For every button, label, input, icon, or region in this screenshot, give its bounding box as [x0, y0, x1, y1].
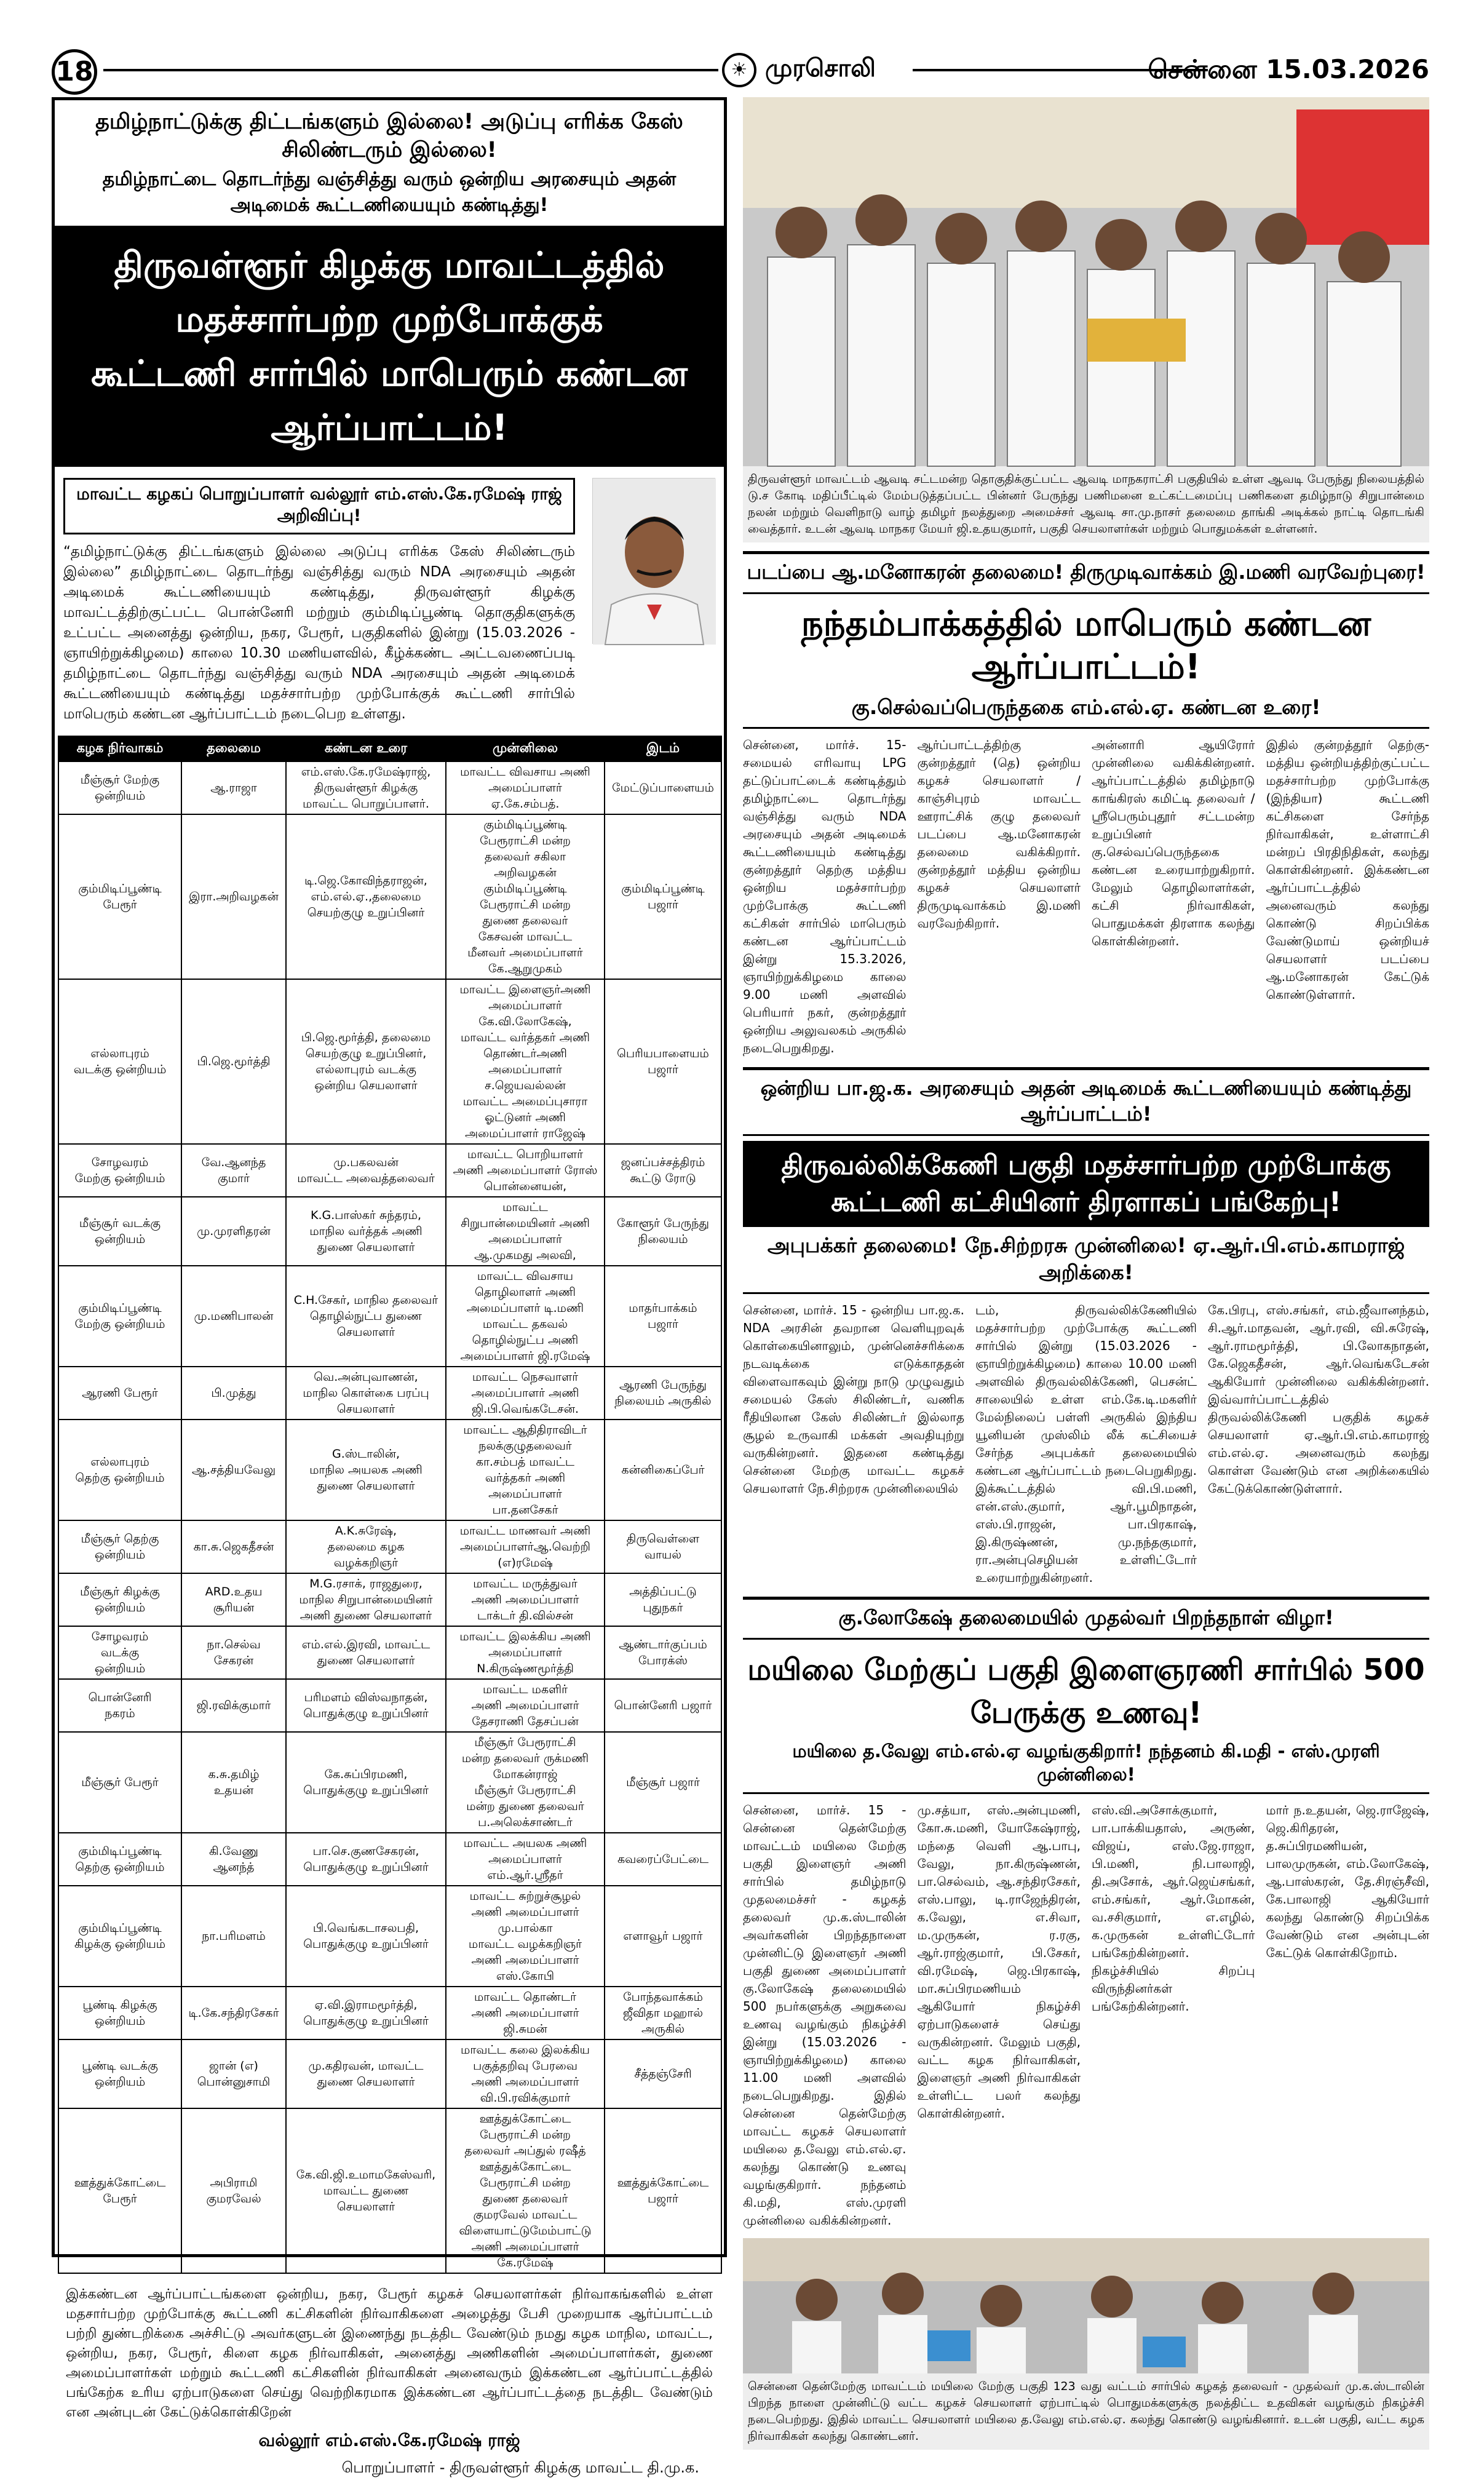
table-cell: மீஞ்சூர் தெற்கு ஒன்றியம்	[58, 1520, 181, 1573]
ad-closing: இக்கண்டன ஆர்ப்பாட்டங்களை ஒன்றிய, நகர, பேரூர் கழகச் செயலாளர்கள் நிர்வாகங்களில் உள்ள மதசார்பற்ற முற்போக்கு கூட்டணி கட்சிகளின் நிர்வாகிகளை அழைத்து பேசி முறையாக ஆர்ப்பாட்டம் பற்றி துண்டறிக்கை அச்சிட்டு அவர்களுடன் இணைந்து நடத்திட வேண்டும் நமது கழக மாநில, மாவட்ட, ஒன்றிய, நகர, பேரூர், கிளை கழக நிர்வாகிகள், அனைத்து அணிகளின் அமைப்பாளர்கள், துணை அமைப்பாளர்கள் மற்றும் கூட்டணி கட்சிகளின் நிர்வாகிகள் அனைவரும் இக்கண்டன ஆர்ப்பாட்டத்தில் பங்கேற்க உரிய ஏற்பாடுகளை செய்து வெற்றிகரமாக இக்கண்டன ஆர்ப்பாட்டத்தை நடத்திட வேண்டும் என அன்புடன் கேட்டுக்கொள்கிறேன்	[66, 2287, 713, 2420]
table-cell: பி.ஜெ.மூர்த்தி, தலைமை செயற்குழு உறுப்பினர், எல்லாபுரம் வடக்கு ஒன்றிய செயலாளர்	[286, 979, 446, 1144]
table-row	[58, 1573, 721, 1626]
table-row	[58, 1197, 721, 1266]
story3-subhead: மயிலை த.வேலு எம்.எல்.ஏ வழங்குகிறார்! நந்தனம் கி.மதி - எஸ்.முரளி முன்னிலை!	[743, 1741, 1429, 1794]
table-row	[58, 1144, 721, 1197]
table-cell: மீஞ்சூர் பேரூராட்சி மன்ற தலைவர் ருக்மணி மோகன்ராஜ் மீஞ்சூர் பேரூராட்சி மன்ற துணை தலைவர் ப.அலெக்சாண்டர்	[446, 1732, 605, 1833]
story1-column: இதில் குன்றத்தூர் தெற்கு-மத்திய ஒன்றியத்திற்குட்பட்ட மதச்சார்பற்ற முற்போக்கு (இந்தியா) கூட்டணி கட்சிகளை சேர்ந்த நிர்வாகிகள், உள்ளாட்சி மன்றப் பிரதிநிதிகள், கலந்து கொள்கின்றனர். இக்கண்டன ஆர்ப்பாட்டத்தில் அனைவரும் கலந்து கொண்டு சிறப்பிக்க வேண்டுமாய் ஒன்றியச் செயலாளர் படப்பை ஆ.மனோகரன் கேட்டுக் கொண்டுள்ளார்.	[1266, 737, 1429, 1002]
story1-headline: நந்தம்பாக்கத்தில் மாபெரும் கண்டன ஆர்ப்பாட்டம்!	[801, 604, 1371, 687]
announcer-line: மாவட்ட கழகப் பொறுப்பாளர் வல்லூர் எம்.எஸ்.கே.ரமேஷ் ராஜ் அறிவிப்பு!	[63, 478, 575, 534]
table-cell: எம்.எஸ்.கே.ரமேஷ்ராஜ், திருவள்ளூர் கிழக்கு மாவட்ட பொறுப்பாளர்.	[286, 761, 446, 814]
story1-column: அன்னாரி ஆயிரோர் முன்னிலை வகிக்கின்றனர். ஆர்ப்பாட்டத்தில் தமிழ்நாடு காங்கிரஸ் கமிட்டி தலைவர் / ஸ்ரீபெரும்புதூர் சட்டமன்ற உறுப்பினர் கு.செல்வப்பெருந்தகை கண்டன உரையாற்றுகிறார். மேலும் தொழிலாளர்கள், கட்சி நிர்வாகிகள், பொதுமக்கள் திரளாக கலந்து கொள்கின்றனர்.	[1092, 737, 1255, 948]
ad-intro-text-block	[55, 478, 584, 725]
table-header-cell: கழக நிர்வாகம்	[58, 736, 181, 761]
table-cell: எல்லாபுரம் தெற்கு ஒன்றியம்	[58, 1420, 181, 1520]
story1-column: சென்னை, மார்ச். 15- சமையல் எரிவாயு LPG தட்டுப்பாட்டைக் கண்டித்தும் தமிழ்நாட்டை தொடர்ந்து வஞ்சித்து வரும் NDA அரசையும் அதன் அடிமைக் கூட்டணியையும் கண்டித்து குன்றத்தூர் தெற்கு மத்திய ஒன்றிய மதச்சார்பற்ற முற்போக்கு கூட்டணி கட்சிகள் சார்பில் மாபெரும் கண்டன ஆர்ப்பாட்டம் இன்று 15.3.2026, ஞாயிற்றுக்கிழமை காலை 9.00 மணி அளவில் பெரியார் நகர், குன்றத்தூர் ஒன்றிய அலுவலகம் அருகில் நடைபெறுகிறது.	[743, 737, 907, 1055]
table-row	[58, 1420, 721, 1520]
story3-body	[743, 1801, 1429, 2230]
story2-column: கே.பிரபு, எஸ்.சங்கர், எம்.ஜீவானந்தம், சி.ஆர்.மாதவன், ஆர்.ரவி, வி.சுரேஷ், ஆர்.ராமமூர்த்தி, பி.லோகநாதன், கே.ஜெகதீசன், ஆர்.வெங்கடேசன் ஆகியோர் முன்னிலை வகிக்கின்றனர். இவ்வார்ப்பாட்டத்தில் திருவல்லிக்கேணி பகுதிக் கழகச் செயலாளர் ஏ.ஆர்.பி.எம்.காமராஜ் எம்.எல்.ஏ. அனைவரும் கலந்து கொள்ள வேண்டும் என அறிக்கையில் கேட்டுக்கொண்டுள்ளார்.	[1208, 1303, 1429, 1496]
table-cell: கும்மிடிப்பூண்டி பேரூர்	[58, 814, 181, 979]
signature-role: பொறுப்பாளர் - திருவள்ளூர் கிழக்கு மாவட்ட தி.மு.க.	[341, 2459, 699, 2476]
story1-column: ஆர்ப்பாட்டத்திற்கு குன்றத்தூர் (தெ) ஒன்றிய கழகச் செயலாளர் / காஞ்சிபுரம் மாவட்ட ஊராட்சிக் குழு தலைவர் படப்பை ஆ.மனோகரன் தலைமை வகிக்கிறார். குன்றத்தூர் மத்திய ஒன்றிய கழகச் செயலாளர் திருமுடிவாக்கம் இ.மணி வரவேற்கிறார்.	[917, 737, 1081, 931]
table-cell: ஜி.ரவிக்குமார்	[181, 1679, 286, 1732]
table-cell: மாவட்ட விவசாய தொழிலாளர் அணி அமைப்பாளர் டி.மணி மாவட்ட தகவல் தொழில்நுட்ப அணி அமைப்பாளர் ஜி.ரமேஷ்	[446, 1266, 605, 1367]
photo-food-distribution-caption: சென்னை தென்மேற்கு மாவட்டம் மயிலை மேற்கு பகுதி 123 வது வட்டம் சார்பில் கழகத் தலைவர் - முதல்வர் மு.க.ஸ்டாலின் பிறந்த நாளை முன்னிட்டு வட்ட கழகச் செயலாளர் ஏற்பாட்டில் பொதுமக்களுக்கு நலத்திட்ட உதவிகள் வழங்கும் நிகழ்ச்சி நடைபெற்றது. இதில் மாவட்ட செயலாளர் மயிலை த.வேலு எம்.எல்.ஏ. கலந்து கொண்டு வழங்கினார். உடன் பகுதி, வட்ட கழக நிர்வாகிகள் கலந்து கொண்டனர்.	[743, 2373, 1429, 2450]
photo-bus-stand-caption: திருவள்ளூர் மாவட்டம் ஆவடி சட்டமன்ற தொகுதிக்குட்பட்ட ஆவடி மாநகராட்சி பகுதியில் உள்ள ஆவடி பேருந்து நிலையத்தில் டு.ச கோடி மதிப்பீட்டில் மேம்படுத்தப்பட்ட பின்னர் பேருந்து பணிமனை உட்கட்டமைப்பு பணிகளை தமிழ்நாடு சிறுபான்மை நலன் மற்றும் வெளிநாடு வாழ் தமிழர் நலத்துறை அமைச்சர் ஆவடி சா.மு.நாசர் தலைமை தாங்கி அடிக்கல் நாட்டி தொடங்கி வைத்தார். உடன் ஆவடி மாநகர மேயர் ஜி.உதயகுமார், பகுதி செயலாளர்கள் மற்றும் பொதுமக்கள் உள்ளனர்.	[743, 466, 1429, 542]
table-cell: C.H.சேகர், மாநில தலைவர் தொழில்நுட்ப துணை செயலாளர்	[286, 1266, 446, 1367]
table-cell: நா.செல்வ சேகரன்	[181, 1626, 286, 1679]
table-cell: ஆரணி பேரூர்	[58, 1367, 181, 1420]
table-cell: கே.வி.ஜி.உமாமகேஸ்வரி, மாவட்ட துணை செயலாளர்	[286, 2108, 446, 2273]
leader-portrait	[592, 478, 715, 644]
photo-food-distribution	[743, 2238, 1429, 2373]
story2-column: சென்னை, மார்ச். 15 - ஒன்றிய பா.ஜ.க. NDA அரசின் தவறான வெளியுறவுக் கொள்கையினாலும், முன்னெச்சரிக்கை நடவடிக்கை எடுக்காததன் விளைவாகவும் இன்று நாடு முழுவதும் சமையல் கேஸ் சிலிண்டர், வணிக ரீதியிலான கேஸ் சிலிண்டர் இல்லாத சூழல் உருவாகி மக்கள் அவதியுற்று வருகின்றனர். இதனை கண்டித்து சென்னை மேற்கு மாவட்ட கழகச் செயலாளர் நே.சிற்றரசு முன்னிலையில்	[743, 1303, 964, 1496]
story2-strapline: ஒன்றிய பா.ஜ.க. அரசையும் அதன் அடிமைக் கூட்டணியையும் கண்டித்து ஆர்ப்பாட்டம்!	[743, 1070, 1429, 1136]
table-cell: திருவெள்ளை வாயல்	[605, 1520, 721, 1573]
table-cell: சோழவரம் மேற்கு ஒன்றியம்	[58, 1144, 181, 1197]
ad-headline-1: தமிழ்நாட்டுக்கு திட்டங்களும் இல்லை! அடுப்பு எரிக்க கேஸ் சிலிண்டரும் இல்லை!	[95, 109, 683, 162]
table-cell: கா.சு.ஜெகதீசன்	[181, 1520, 286, 1573]
table-cell: மீஞ்சூர் வடக்கு ஒன்றியம்	[58, 1197, 181, 1266]
table-cell: மாவட்ட மாணவர் அணி அமைப்பாளர்ஆ.வெற்றி (எ)ரமேஷ்	[446, 1520, 605, 1573]
table-cell: M.G.ரசாக், ராஜதுரை, மாநில சிறுபான்மையினர் அணி துணை செயலாளர்	[286, 1573, 446, 1626]
table-cell: கும்மிடிப்பூண்டி பேரூராட்சி மன்ற தலைவர் சகிலா அறிவழகன் கும்மிடிப்பூண்டி பேரூராட்சி மன்ற துணை தலைவர் கேசவன் மாவட்ட மீனவர் அமைப்பாளர் கே.ஆறுமுகம்	[446, 814, 605, 979]
table-cell: மாவட்ட அயலக அணி அமைப்பாளர் எம்.ஆர்.ஸ்ரீதர்	[446, 1833, 605, 1886]
table-cell: ஊத்துக்கோட்டை பேரூர்	[58, 2108, 181, 2273]
table-cell: பொன்னேரி பஜார்	[605, 1679, 721, 1732]
ad-headline-2: தமிழ்நாட்டை தொடர்ந்து வஞ்சித்து வரும் ஒன்றிய அரசையும் அதன் அடிமைக் கூட்டணியையும் கண்டித்து!	[102, 169, 677, 216]
table-cell: மாதர்பாக்கம் பஜார்	[605, 1266, 721, 1367]
photo-bus-stand-illustration	[743, 97, 1429, 466]
photo-bus-stand	[743, 97, 1429, 466]
table-cell: எம்.எல்.இரவி, மாவட்ட துணை செயலாளர்	[286, 1626, 446, 1679]
table-row	[58, 1987, 721, 2039]
story2-headline: திருவல்லிக்கேணி பகுதி மதச்சார்பற்ற முற்போக்கு கூட்டணி கட்சியினர் திரளாகப் பங்கேற்பு!	[743, 1141, 1429, 1227]
table-cell: மாவட்ட சிறுபான்மையினர் அணி அமைப்பாளர் ஆ.முகமது அலவி,	[446, 1197, 605, 1266]
table-row	[58, 1626, 721, 1679]
edition-date: சென்னை 15.03.2026	[1148, 54, 1429, 84]
right-column	[743, 97, 1429, 2443]
table-row	[58, 814, 721, 979]
ad-banner-line-2: கூட்டணி சார்பில் மாபெரும் கண்டன ஆர்ப்பாட்டம்!	[90, 352, 688, 448]
table-cell: பூண்டி வடக்கு ஒன்றியம்	[58, 2039, 181, 2108]
story3-column: மார் ந.உதயன், ஜெ.ராஜேஷ், ஜெ.கிரிதரன், த.சுப்பிரமணியன், பாலமுருகன், எம்.லோகேஷ், ஆ.பாஸ்கரன், தே.சிரஞ்சீவி, கே.பாலாஜி ஆகியோர் கலந்து கொண்டு சிறப்பிக்க வேண்டும் என அன்புடன் கேட்டுக் கொள்கிறோம்.	[1266, 1803, 1429, 1960]
table-cell: அத்திப்பட்டு புதுநகர்	[605, 1573, 721, 1626]
table-header-cell: முன்னிலை	[446, 736, 605, 761]
table-cell: ஜான் (எ) பொன்னுசாமி	[181, 2039, 286, 2108]
table-cell: எளாவூர் பஜார்	[605, 1886, 721, 1987]
story3-column: சென்னை, மார்ச். 15 - சென்னை தென்மேற்கு மாவட்டம் மயிலை மேற்கு பகுதி இளைஞர் அணி சார்பில் தமிழ்நாடு முதலமைச்சர் - கழகத் தலைவர் மு.க.ஸ்டாலின் அவர்களின் பிறந்தநாளை முன்னிட்டு இளைஞர் அணி பகுதி துணை அமைப்பாளர் கு.லோகேஷ் தலைமையில் 500 நபர்களுக்கு அறுசுவை உணவு வழங்கும் நிகழ்ச்சி இன்று (15.03.2026 - ஞாயிற்றுக்கிழமை) காலை 11.00 மணி அளவில் நடைபெறுகிறது. இதில் சென்னை தென்மேற்கு மாவட்ட கழகச் செயலாளர் மயிலை த.வேலு எம்.எல்.ஏ. கலந்து கொண்டு உணவு வழங்குகிறார். நந்தனம் கி.மதி, எஸ்.முரளி முன்னிலை வகிக்கின்றனர்.	[743, 1803, 907, 2228]
table-cell: டி.கே.சந்திரசேகர்	[181, 1987, 286, 2039]
table-row	[58, 2039, 721, 2108]
table-cell: மாவட்ட பொறியாளர் அணி அமைப்பாளர் ரோஸ் பொன்னையன்,	[446, 1144, 605, 1197]
table-cell: G.ஸ்டாலின், மாநில அயலக அணி துணை செயலாளர்	[286, 1420, 446, 1520]
table-cell: மாவட்ட சுற்றுச்சூழல் அணி அமைப்பாளர் மு.பால்கா மாவட்ட வழக்கறிஞர் அணி அமைப்பாளர் எஸ்.கோபி	[446, 1886, 605, 1987]
table-cell: மேட்டுப்பாளையம்	[605, 761, 721, 814]
protest-advertisement	[52, 97, 727, 2476]
table-cell: ஆரணி பேருந்து நிலையம் அருகில்	[605, 1367, 721, 1420]
table-cell: மாவட்ட கலை இலக்கிய பகுத்தறிவு பேரவை அணி அமைப்பாளர் வி.பி.ரவிக்குமார்	[446, 2039, 605, 2108]
table-row	[58, 979, 721, 1144]
ad-intro-block	[55, 478, 724, 725]
table-cell: பி.முத்து	[181, 1367, 286, 1420]
table-row	[58, 1367, 721, 1420]
table-row	[58, 2108, 721, 2273]
story2-body	[743, 1301, 1429, 1587]
table-cell: பூண்டி கிழக்கு ஒன்றியம்	[58, 1987, 181, 2039]
table-cell: மாவட்ட இலக்கிய அணி அமைப்பாளர் N.கிருஷ்ணமூர்த்தி	[446, 1626, 605, 1679]
table-cell: பி.ஜெ.மூர்த்தி	[181, 979, 286, 1144]
story3-column: மு.சத்யா, எஸ்.அன்புமணி, கோ.சு.மணி, யோகேஷ்ராஜ், மந்தை வெளி ஆ.பாபு, வேலு, நா.கிருஷ்ணன், பா.செல்வம், ஆ.சந்திரசேகர், எஸ்.பாலு, டி.ராஜேந்திரன், க.வேலு, எ.சிவா, ம.முருகன், ர.ரகு, ஆர்.ராஜ்குமார், பி.சேகர், வி.ரமேஷ், ஜெ.பிரகாஷ், மா.சுப்பிரமணியம் ஆகியோர் நிகழ்ச்சி ஏற்பாடுகளைச் செய்து வருகின்றனர். மேலும் பகுதி, வட்ட கழக நிர்வாகிகள், இளைஞர் அணி நிர்வாகிகள் உள்ளிட்ட பலர் கலந்து கொள்கின்றனர்.	[917, 1803, 1081, 2121]
table-cell: மாவட்ட மகளிர் அணி அமைப்பாளர் தேசராணி தேசப்பன்	[446, 1679, 605, 1732]
ad-banner	[55, 226, 724, 467]
story1-subhead: கு.செல்வப்பெருந்தகை எம்.எல்.ஏ. கண்டன உரை!	[743, 695, 1429, 729]
story2-column: டம், திருவல்லிக்கேணியில் மதச்சார்பற்ற முற்போக்கு கூட்டணி சார்பில் இன்று (15.03.2026 - ஞாயிற்றுக்கிழமை) காலை 10.00 மணி அளவில் திருவல்லிக்கேணி, பெசன்ட் சாலையில் உள்ள எம்.கே.டி.மகளிர் மேல்நிலைப் பள்ளி அருகில் இந்திய யூனியன் முஸ்லிம் லீக் கட்சியைச் சேர்ந்த அபுபக்கர் தலைமையில் கண்டன ஆர்ப்பாட்டம் நடைபெறுகிறது. இக்கூட்டத்தில் வி.பி.மணி, என்.எஸ்.குமார், ஆர்.பூமிநாதன், எஸ்.பி.ராஜன், பா.பிரகாஷ், இ.கிருஷ்ணன், மு.நந்தகுமார், ரா.அன்புசெழியன் உள்ளிட்டோர் உரையாற்றுகின்றனர்.	[975, 1303, 1197, 1585]
table-cell: பொன்னேரி நகரம்	[58, 1679, 181, 1732]
table-cell: டி.ஜெ.கோவிந்தராஜன், எம்.எல்.ஏ.,தலைமை செயற்குழு உறுப்பினர்	[286, 814, 446, 979]
table-cell: ஆ.சத்தியவேலு	[181, 1420, 286, 1520]
table-cell: மீஞ்சூர் கிழக்கு ஒன்றியம்	[58, 1573, 181, 1626]
table-cell: மு.கதிரவன், மாவட்ட துணை செயலாளர்	[286, 2039, 446, 2108]
ad-banner-line-1: திருவள்ளூர் கிழக்கு மாவட்டத்தில் மதச்சார்பற்ற முற்போக்குக்	[114, 244, 665, 340]
table-row	[58, 1886, 721, 1987]
table-row	[58, 1833, 721, 1886]
table-cell: கன்னிகைப்பேர்	[605, 1420, 721, 1520]
table-cell: மு.பகலவன் மாவட்ட அவைத்தலைவர்	[286, 1144, 446, 1197]
page-number: 18	[52, 49, 97, 95]
table-cell: கே.சுப்பிரமணி, பொதுக்குழு உறுப்பினர்	[286, 1732, 446, 1833]
table-cell: மாவட்ட மருத்துவர் அணி அமைப்பாளர் டாக்டர் தி.வில்சன்	[446, 1573, 605, 1626]
table-row	[58, 1520, 721, 1573]
table-cell: K.G.பாஸ்கர் சுந்தரம், மாநில வர்த்தக் அணி துணை செயலாளர்	[286, 1197, 446, 1266]
table-cell: A.K.சுரேஷ், தலைமை கழக வழக்கறிஞர்	[286, 1520, 446, 1573]
story3-headline: மயிலை மேற்குப் பகுதி இளைஞரணி சார்பில் 500 பேருக்கு உணவு!	[747, 1653, 1425, 1730]
table-cell: மாவட்ட விவசாய அணி அமைப்பாளர் ஏ.கே.சம்பத்.	[446, 761, 605, 814]
table-cell: போந்தவாக்கம் ஜீவிதா மஹால் அருகில்	[605, 1987, 721, 2039]
leader-portrait-illustration	[593, 479, 716, 645]
newspaper-name: முரசொலி	[765, 54, 876, 82]
table-cell: மாவட்ட ஆதிதிராவிடர் நலக்குழுதலைவர் கா.சம்பத் மாவட்ட வர்த்தகர் அணி அமைப்பாளர் பா.தனசேகர்	[446, 1420, 605, 1520]
table-cell: மு.மணிபாலன்	[181, 1266, 286, 1367]
story3-column: எஸ்.வி.அசோக்குமார், பா.பாக்கியதாஸ், அருண், விஜய், எஸ்.ஜே.ராஜா, பி.மணி, நி.பாலாஜி, தி.அசோக், ஆர்.ஜெய்சங்கர், எம்.சங்கர், ஆர்.மோகன், வ.சசிகுமார், எ.எழில், க.முருகன் உள்ளிட்டோர் பங்கேற்கின்றனர். நிகழ்ச்சியில் சிறப்பு விருந்தினர்கள் பங்கேற்கின்றனர்.	[1092, 1803, 1255, 2014]
table-row	[58, 1732, 721, 1833]
table-cell: எல்லாபுரம் வடக்கு ஒன்றியம்	[58, 979, 181, 1144]
table-cell: க.சு.தமிழ் உதயன்	[181, 1732, 286, 1833]
table-header-cell: கண்டன உரை	[286, 736, 446, 761]
header-rule	[103, 69, 718, 71]
table-cell: பா.செ.குணசேகரன், பொதுக்குழு உறுப்பினர்	[286, 1833, 446, 1886]
table-cell: இரா.அறிவழகன்	[181, 814, 286, 979]
story3-strapline: கு.லோகேஷ் தலைமையில் முதல்வர் பிறந்தநாள் விழா!	[743, 1600, 1429, 1640]
table-row	[58, 761, 721, 814]
table-body	[58, 761, 721, 2273]
table-cell: மீஞ்சூர் பஜார்	[605, 1732, 721, 1833]
table-header-cell: இடம்	[605, 736, 721, 761]
table-cell: வெ.அன்புவாணன், மாநில கொள்கை பரப்பு செயலாளர்	[286, 1367, 446, 1420]
story2-subhead: அபுபக்கர் தலைமை! நே.சிற்றரசு முன்னிலை! ஏ.ஆர்.பி.எம்.காமராஜ் அறிக்கை!	[743, 1233, 1429, 1294]
protest-schedule-table	[58, 736, 722, 2274]
table-cell: மாவட்ட நெசவாளர் அமைப்பாளர் அணி ஜி.பி.வெங்கடேசன்.	[446, 1367, 605, 1420]
table-cell: கும்மிடிப்பூண்டி கிழக்கு ஒன்றியம்	[58, 1886, 181, 1987]
table-cell: நா.பரிமளம்	[181, 1886, 286, 1987]
table-cell: மு.முரளிதரன்	[181, 1197, 286, 1266]
story1-strapline: படப்பை ஆ.மனோகரன் தலைமை! திருமுடிவாக்கம் இ.மணி வரவேற்புரை!	[743, 551, 1429, 594]
table-cell: கும்மிடிப்பூண்டி பஜார்	[605, 814, 721, 979]
table-cell: மீஞ்சூர் பேரூர்	[58, 1732, 181, 1833]
story1-body	[743, 736, 1429, 1057]
table-cell: சோழவரம் வடக்கு ஒன்றியம்	[58, 1626, 181, 1679]
table-row	[58, 1266, 721, 1367]
table-cell: கும்மிடிப்பூண்டி தெற்கு ஒன்றியம்	[58, 1833, 181, 1886]
table-cell: பரிமளம் விஸ்வநாதன், பொதுக்குழு உறுப்பினர்	[286, 1679, 446, 1732]
ad-intro: “தமிழ்நாட்டுக்கு திட்டங்களும் இல்லை அடுப்பு எரிக்க கேஸ் சிலிண்டரும் இல்லை” தமிழ்நாட்டை தொடர்ந்து வஞ்சித்து வரும் NDA அரசையும் அதன் அடிமைக் கூட்டணியையும் கண்டித்து, திருவள்ளூர் கிழக்கு மாவட்டத்திற்குட்பட்ட பொன்னேரி மற்றும் கும்மிடிப்பூண்டி தொகுதிகளுக்கு உட்பட்ட அனைத்து ஒன்றிய, நகர, பேரூர், பகுதிகளில் இன்று (15.03.2026 - ஞாயிற்றுக்கிழமை) காலை 10.30 மணியளவில், கீழ்க்கண்ட அட்டவணைப்படி தமிழ்நாட்டை தொடர்ந்து வஞ்சித்து வரும் NDA அரசையும் அதன் அடிமைக் கூட்டணியையும் கண்டித்து மதச்சார்பற்ற முற்போக்குக் கூட்டணி சார்பில் மாபெரும் கண்டன ஆர்ப்பாட்டம் நடைபெற உள்ளது.	[63, 544, 575, 722]
table-cell: ஆண்டார்குப்பம் போரக்ஸ்	[605, 1626, 721, 1679]
table-cell: ஊத்துக்கோட்டை பஜார்	[605, 2108, 721, 2273]
table-cell: கும்மிடிப்பூண்டி மேற்கு ஒன்றியம்	[58, 1266, 181, 1367]
table-header-row	[58, 736, 721, 761]
masthead-logo-icon: ☀	[722, 53, 756, 87]
table-cell: பெரியபாளையம் பஜார்	[605, 979, 721, 1144]
table-cell: கி.வேணு ஆனந்த்	[181, 1833, 286, 1886]
signature-name: வல்லூர் எம்.எஸ்.கே.ரமேஷ் ராஜ்	[258, 2430, 520, 2450]
table-cell: கோளூர் பேருந்து நிலையம்	[605, 1197, 721, 1266]
table-cell: வே.ஆனந்த குமார்	[181, 1144, 286, 1197]
table-cell: ஏ.வி.இராமமூர்த்தி, பொதுக்குழு உறுப்பினர்	[286, 1987, 446, 2039]
table-cell: மாவட்ட இளைஞர்அணி அமைப்பாளர் கே.வி.லோகேஷ், மாவட்ட வர்த்தகர் அணி தொண்டர்அணி அமைப்பாளர் ச.ஜெயவல்லன் மாவட்ட அமைப்புசாரா ஓட்டுனர் அணி அமைப்பாளர் ராஜேஷ்	[446, 979, 605, 1144]
table-cell: சீத்தஞ்சேரி	[605, 2039, 721, 2108]
photo-food-distribution-illustration	[743, 2238, 1429, 2373]
table-cell: ஆ.ராஜா	[181, 761, 286, 814]
table-cell: கவரைப்பேட்டை	[605, 1833, 721, 1886]
table-cell: மீஞ்சூர் மேற்கு ஒன்றியம்	[58, 761, 181, 814]
table-cell: அபிராமி குமரவேல்	[181, 2108, 286, 2273]
table-header-cell: தலைமை	[181, 736, 286, 761]
table-row	[58, 1679, 721, 1732]
table-cell: மாவட்ட தொண்டர் அணி அமைப்பாளர் ஜி.சுமன்	[446, 1987, 605, 2039]
table-cell: பி.வெங்கடாசலபதி, பொதுக்குழு உறுப்பினர்	[286, 1886, 446, 1987]
table-cell: ARD.உதய சூரியன்	[181, 1573, 286, 1626]
table-cell: ஊத்துக்கோட்டை பேரூராட்சி மன்ற தலைவர் அப்துல் ரஷீத் ஊத்துக்கோட்டை பேரூராட்சி மன்ற துணை தலைவர் குமரவேல் மாவட்ட விளையாட்டுமேம்பாட்டு அணி அமைப்பாளர் கே.ரமேஷ்	[446, 2108, 605, 2273]
table-cell: ஜனப்பச்சத்திரம் கூட்டு ரோடு	[605, 1144, 721, 1197]
